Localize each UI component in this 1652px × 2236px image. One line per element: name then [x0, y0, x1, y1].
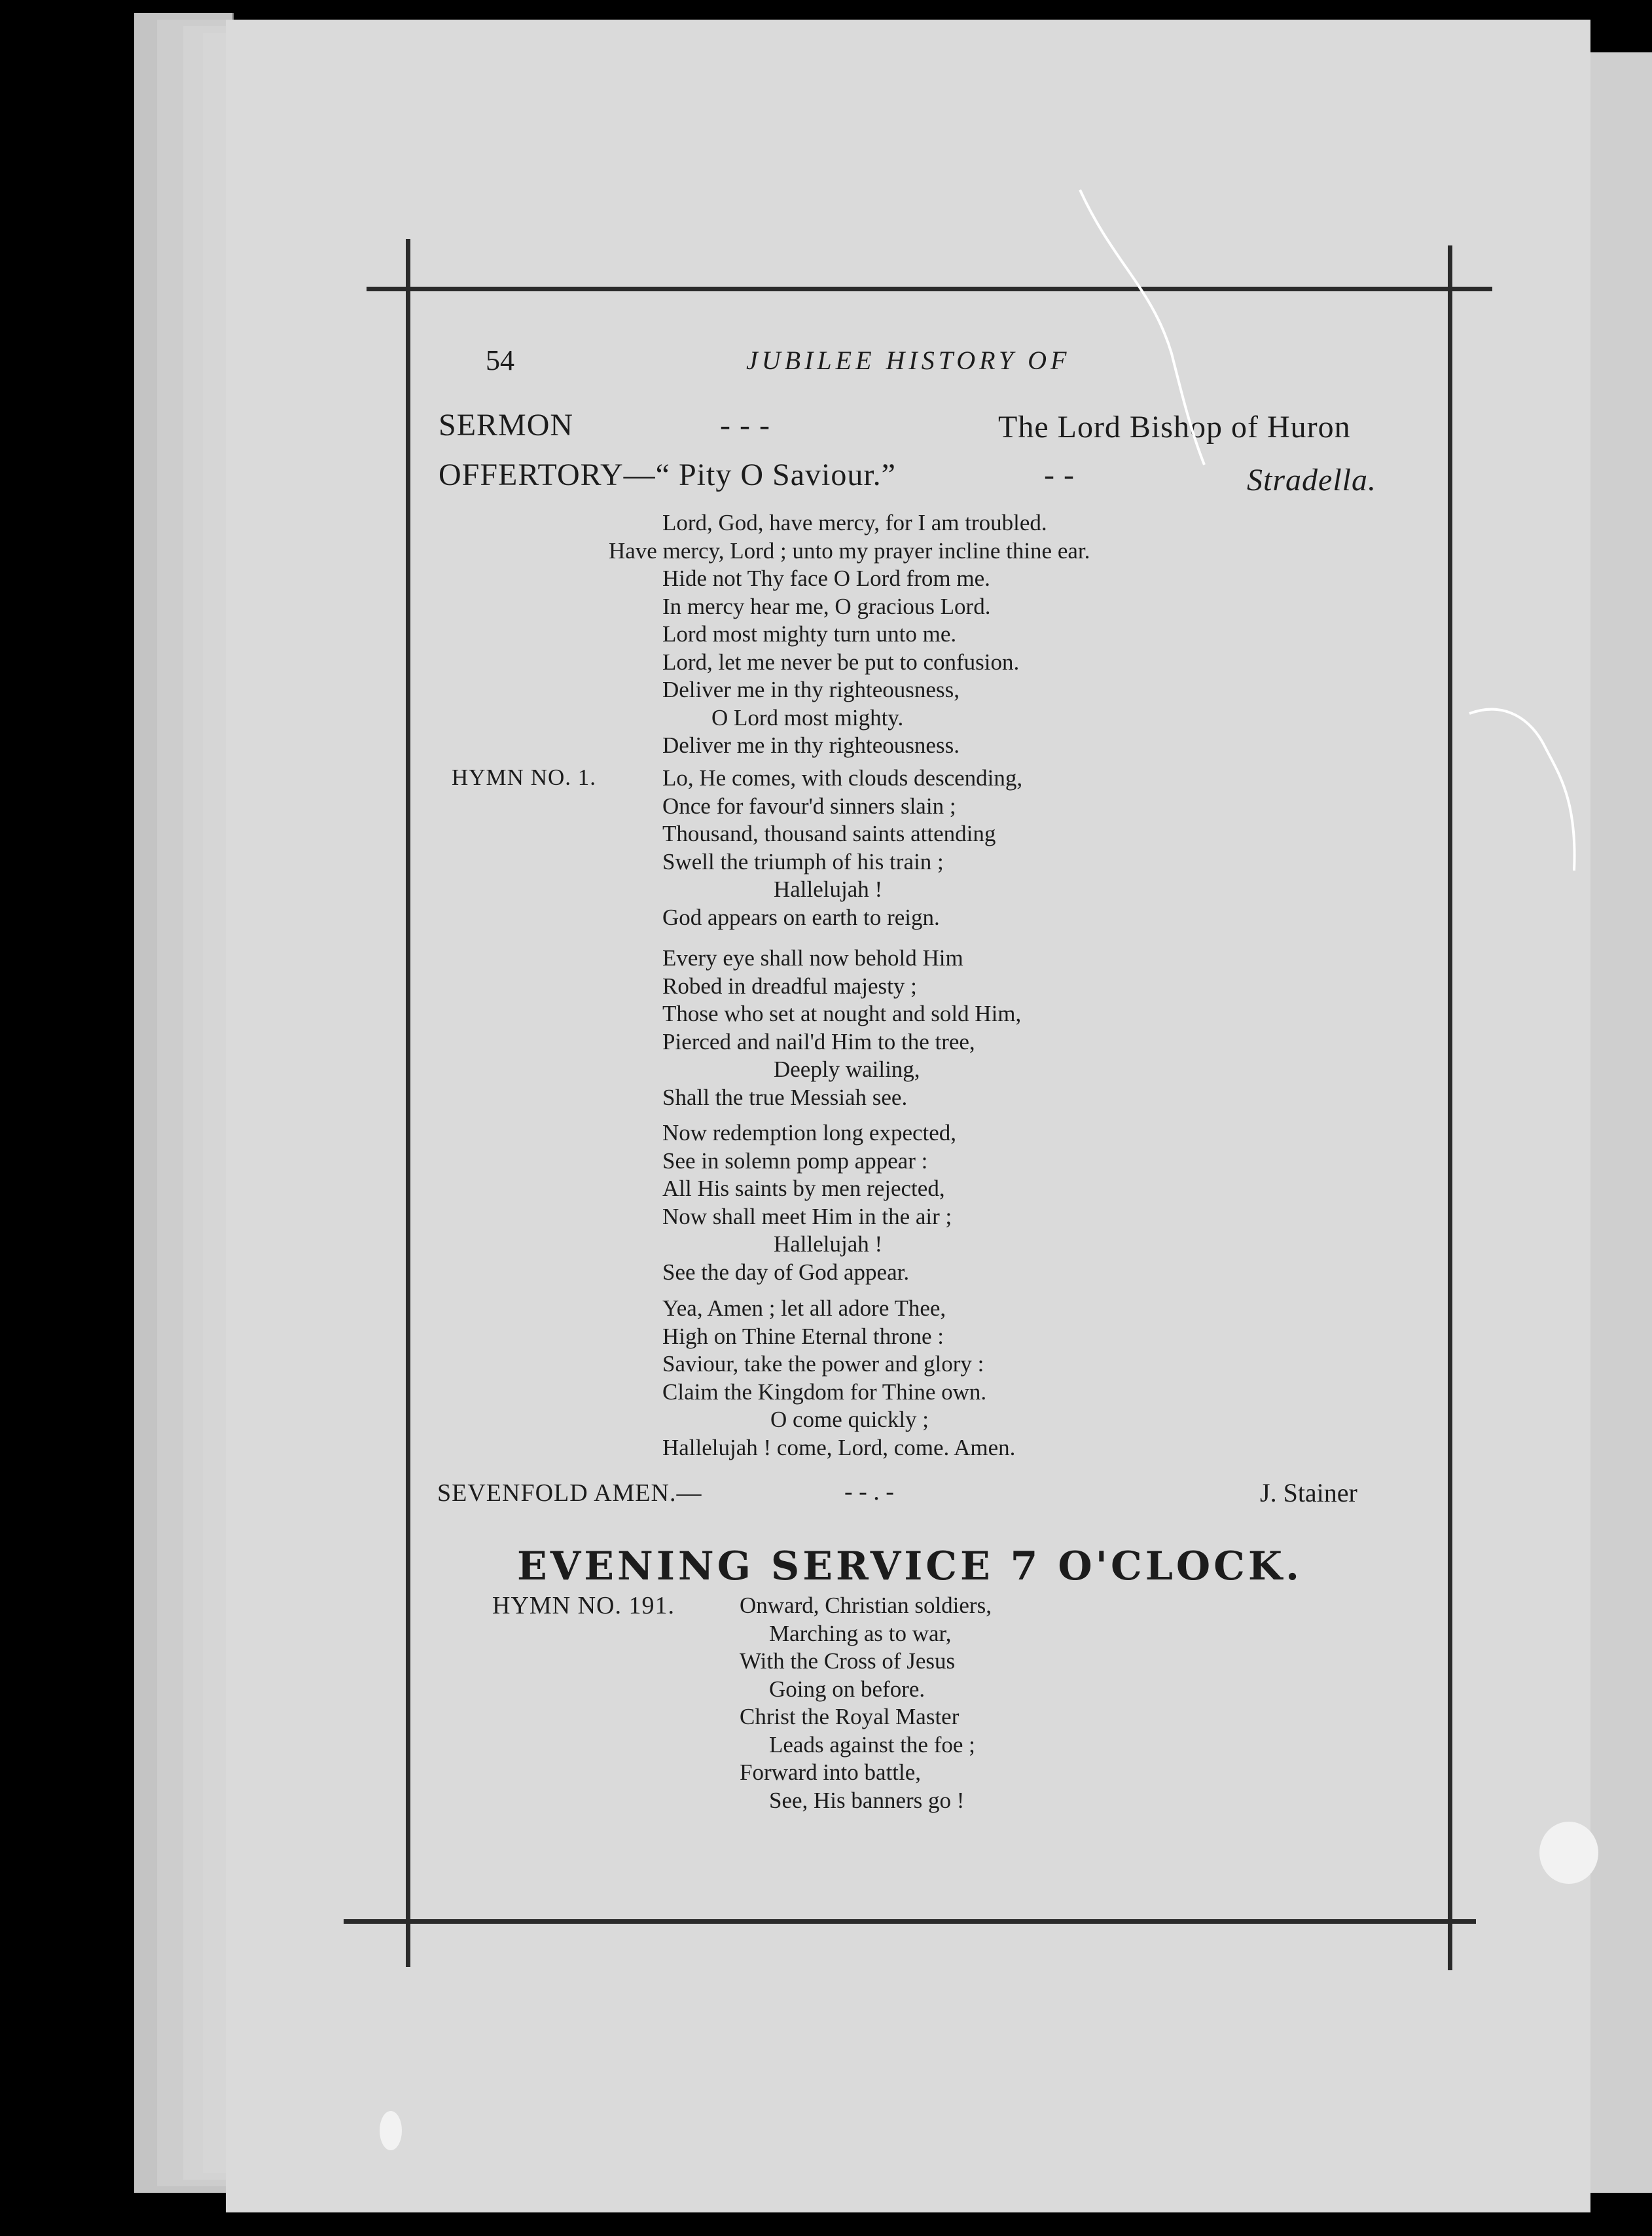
facing-page-edge — [1590, 52, 1652, 2193]
hymn-1-stanza — [662, 765, 1022, 931]
verse-line: Onward, Christian soldiers, — [740, 1593, 992, 1618]
hymn-191-stanza — [740, 1592, 992, 1814]
frame-rule-bottom — [344, 1919, 1476, 1924]
sevenfold-amen-composer: J. Stainer — [1260, 1478, 1357, 1507]
verse-line: Going on before. — [769, 1676, 925, 1702]
evening-service-heading: EVENING SERVICE 7 O'CLOCK. — [517, 1543, 1302, 1589]
verse-line: Swell the triumph of his train ; — [662, 848, 944, 875]
hymn-191-label: HYMN NO. 191. — [492, 1592, 675, 1619]
verse-line: Forward into battle, — [740, 1759, 922, 1785]
verse-line: See the day of God appear. — [662, 1259, 910, 1285]
offertory-text — [609, 509, 1090, 760]
verse-line: Marching as to war, — [769, 1620, 952, 1646]
verse-line: Hallelujah ! — [774, 1231, 883, 1257]
verse-line: Claim the Kingdom for Thine own. — [662, 1379, 987, 1405]
verse-line: Deliver me in thy righteousness, — [662, 677, 960, 702]
verse-line: Lord, God, have mercy, for I am troubled. — [662, 510, 1047, 535]
scan-blemish — [380, 2111, 402, 2150]
verse-line: High on Thine Eternal throne : — [662, 1323, 944, 1349]
verse-line: With the Cross of Jesus — [740, 1648, 956, 1674]
verse-line: O come quickly ; — [770, 1407, 929, 1432]
running-title: JUBILEE HISTORY OF — [746, 346, 1071, 375]
verse-line: Thousand, thousand saints attending — [662, 821, 996, 846]
verse-line: See in solemn pomp appear : — [662, 1147, 928, 1174]
scan-blemish — [1539, 1822, 1598, 1884]
verse-line: Robed in dreadful majesty ; — [662, 973, 917, 999]
verse-line: Those who set at nought and sold Him, — [662, 1001, 1022, 1026]
offertory-dashes: - - — [1044, 458, 1075, 492]
hymn-1-stanza — [662, 1295, 1015, 1462]
verse-line: In mercy hear me, O gracious Lord. — [662, 593, 991, 619]
verse-line: Christ the Royal Master — [740, 1704, 960, 1729]
verse-line: Saviour, take the power and glory : — [662, 1351, 984, 1377]
verse-line: Now redemption long expected, — [662, 1120, 957, 1145]
verse-line: See, His banners go ! — [769, 1787, 965, 1813]
verse-line: Yea, Amen ; let all adore Thee, — [662, 1295, 946, 1321]
frame-rule-left — [406, 239, 410, 1967]
frame-rule-right — [1448, 245, 1452, 1970]
verse-line: Hallelujah ! come, Lord, come. Amen. — [662, 1434, 1016, 1460]
verse-line: Deliver me in thy righteousness. — [662, 732, 960, 758]
verse-line: Deeply wailing, — [774, 1056, 920, 1082]
sermon-dashes: - - - — [720, 408, 770, 442]
hymn-1-stanza — [662, 1119, 956, 1286]
offertory-composer: Stradella. — [1247, 463, 1376, 497]
verse-line: All His saints by men rejected, — [662, 1176, 945, 1201]
scan-scratch — [1466, 694, 1597, 877]
verse-line: Shall the true Messiah see. — [662, 1084, 908, 1110]
sermon-label: SERMON — [439, 408, 574, 442]
sevenfold-amen-label: SEVENFOLD AMEN.— — [437, 1479, 702, 1507]
scan-scratch — [1073, 183, 1244, 471]
verse-line: Hide not Thy face O Lord from me. — [662, 566, 990, 591]
verse-line: Every eye shall now behold Him — [662, 945, 963, 971]
verse-line: Once for favour'd sinners slain ; — [662, 793, 956, 819]
verse-line: Lord, let me never be put to confusion. — [662, 649, 1020, 675]
offertory-label: OFFERTORY—“ Pity O Saviour.” — [439, 458, 896, 492]
hymn-1-label: HYMN NO. 1. — [452, 765, 596, 790]
verse-line: O Lord most mighty. — [711, 704, 904, 730]
verse-line: Pierced and nail'd Him to the tree, — [662, 1028, 975, 1055]
verse-line: Now shall meet Him in the air ; — [662, 1203, 952, 1229]
page-number: 54 — [486, 344, 514, 376]
verse-line: Leads against the foe ; — [769, 1731, 975, 1758]
verse-line: Have mercy, Lord ; unto my prayer incline thine ear. — [609, 537, 1090, 564]
verse-line: Lord most mighty turn unto me. — [662, 621, 957, 647]
hymn-1-stanza — [662, 945, 1021, 1111]
frame-rule-top — [367, 287, 1492, 291]
verse-line: Lo, He comes, with clouds descending, — [662, 765, 1023, 791]
verse-line: Hallelujah ! — [774, 876, 883, 902]
sermon-preacher: The Lord Bishop of Huron — [998, 410, 1351, 444]
sevenfold-amen-dashes: - - . - — [844, 1478, 894, 1506]
verse-line: God appears on earth to reign. — [662, 904, 940, 930]
